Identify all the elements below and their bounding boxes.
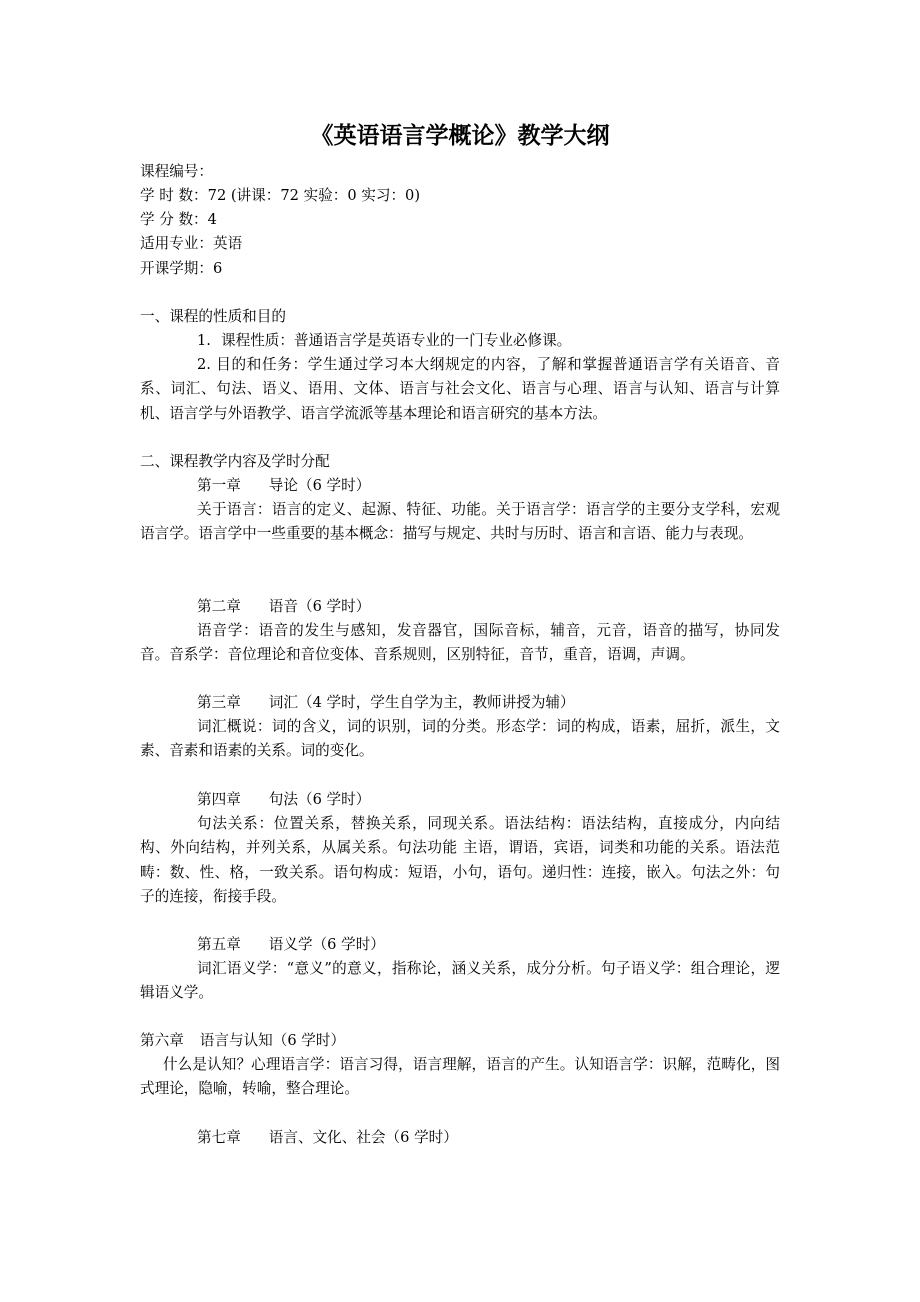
chapter3-title: 词汇（4 学时，学生自学为主，教师讲授为辅）: [268, 694, 575, 711]
section1-item2: [140, 353, 780, 426]
chapter3-heading: [197, 691, 575, 715]
chapter7-title: 语言、文化、社会（6 学时）: [268, 1129, 458, 1146]
section1-heading: 一、课程的性质和目的: [140, 308, 286, 325]
item1-text: 课程性质：普通语言学是英语专业的一门专业必修课。: [221, 332, 572, 349]
hours-line: 学 时 数：72 (讲课：72 实验：0 实习：0): [140, 187, 421, 204]
chapter2-heading: [197, 595, 370, 619]
item2-text: 目的和任务：学生通过学习本大纲规定的内容，了解和掌握普通语言学有关语音、音系、词汇、句法、语义、语用、文体、语言与社会文化、语言与心理、语言与认知、语言与计算机、语言学与外语教学、语言学流派等基本理论和语言研究的基本方法。: [140, 356, 780, 422]
chapter1-content: 关于语言：语言的定义、起源、特征、功能。关于语言学：语言学的主要分支学科，宏观语言学。语言学中一些重要的基本概念：描写与规定、共时与历时、语言和言语、能力与表现。: [140, 501, 780, 543]
course-code-line: 课程编号：: [140, 163, 213, 180]
chapter4-content: 句法关系：位置关系，替换关系，同现关系。语法结构：语法结构，直接成分，内向结构、外向结构，并列关系，从属关系。句法功能 主语，谓语，宾语，词类和功能的关系。语法范畴：数、性、格，一致关系。语句构成：短语，小句，语句。递归性：连接，嵌入。句法之外：句子的连接，衔接手段。: [140, 815, 780, 906]
chapter6-heading: [140, 1029, 345, 1053]
chapter3-label: 第三章: [197, 694, 241, 711]
chapter7-heading: [197, 1126, 458, 1150]
chapter4-title: 句法（6 学时）: [268, 791, 371, 808]
chapter4-heading: [197, 788, 370, 812]
item2-number: 2.: [197, 356, 211, 373]
chapter7-label: 第七章: [197, 1129, 241, 1146]
chapter4-label: 第四章: [197, 791, 241, 808]
chapter5-heading: [197, 933, 385, 957]
chapter1-title: 导论（6 学时）: [268, 477, 371, 494]
item1-number: 1.: [197, 332, 211, 349]
chapter6-title: 语言与认知（6 学时）: [199, 1032, 346, 1049]
chapter5-label: 第五章: [197, 936, 241, 953]
chapter3-content: 词汇概说：词的含义，词的识别，词的分类。形态学：词的构成，语素，屈折，派生，文素、音素和语素的关系。词的变化。: [140, 718, 780, 760]
chapter5-content: 词汇语义学：“意义”的意义，指称论，涵义关系，成分分析。句子语义学：组合理论，逻辑语义学。: [140, 960, 780, 1002]
chapter6-content: 什么是认知？心理语言学：语言习得，语言理解，语言的产生。认知语言学：识解，范畴化，图式理论，隐喻，转喻，整合理论。: [140, 1056, 780, 1098]
chapter2-title: 语音（6 学时）: [268, 598, 371, 615]
chapter1-label: 第一章: [197, 477, 241, 494]
section2-heading: 二、课程教学内容及学时分配: [140, 453, 330, 470]
chapter6-label: 第六章: [140, 1032, 184, 1049]
credits-line: 学 分 数：4: [140, 211, 217, 228]
chapter2-content: 语音学：语音的发生与感知，发音器官，国际音标，辅音，元音，语音的描写，协同发音。音系学：音位理论和音位变体、音系规则，区别特征，音节，重音，语调，声调。: [140, 622, 780, 664]
document-title: 《英语语言学概论》教学大纲: [310, 123, 610, 149]
section1-item1: [197, 329, 571, 353]
chapter1-heading: [197, 474, 370, 498]
chapter5-title: 语义学（6 学时）: [268, 936, 385, 953]
semester-line: 开课学期：6: [140, 260, 223, 277]
chapter2-label: 第二章: [197, 598, 241, 615]
major-line: 适用专业：英语: [140, 235, 243, 252]
